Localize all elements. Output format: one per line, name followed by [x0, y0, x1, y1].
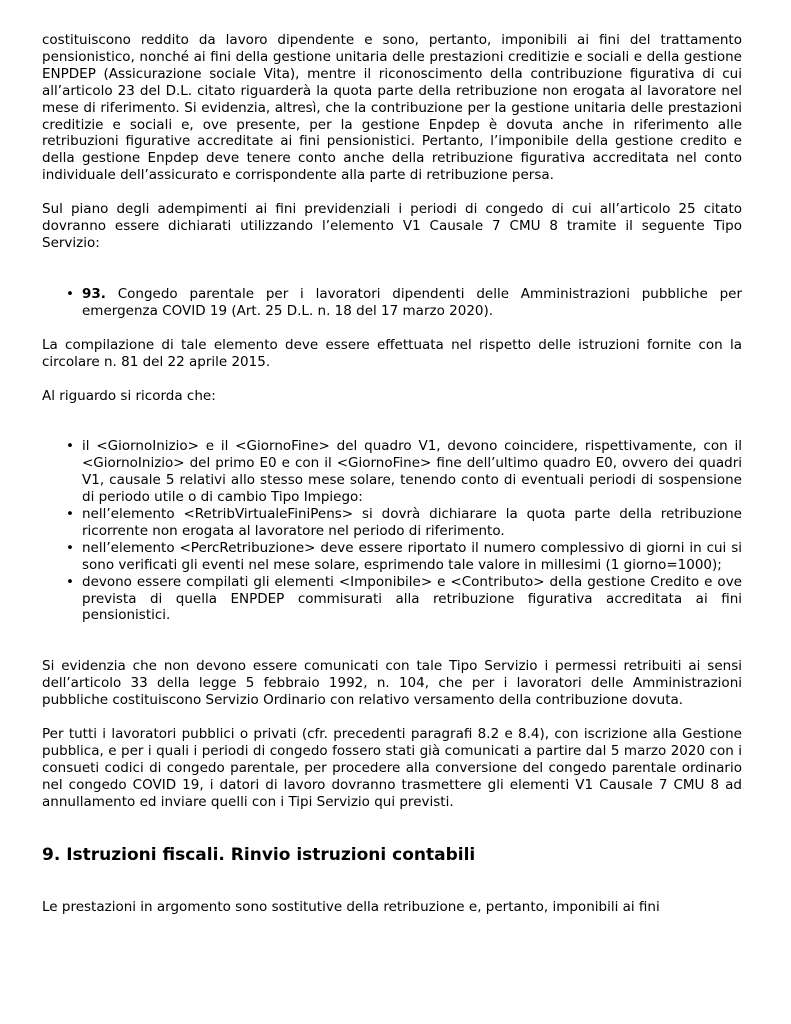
rule-text: il <GiornoInizio> e il <GiornoFine> del quadro V1, devono coincidere, rispettivamente, con il <GiornoInizio> del primo E0 e con il <GiornoFine> fine dell’ultimo quadro E0, ovvero dei quadri V1, causale 5 relativi allo stesso mese solare, tenendo conto di eventuali periodi di sospensione di periodo utile o di cambio Tipo Impiego:	[82, 438, 742, 506]
list-item-rule	[42, 574, 742, 625]
bullet-icon: •	[66, 438, 74, 455]
list-item-rule	[42, 438, 742, 506]
bullet-icon: •	[66, 506, 74, 523]
tipo-servizio-code: 93.	[82, 285, 106, 302]
rules-list	[42, 438, 742, 624]
spacer	[42, 404, 742, 438]
rule-text: nell’elemento <RetribVirtualeFiniPens> si dovrà dichiarare la quota parte della retribuzione ricorrente non erogata al lavoratore nel periodo di riferimento.	[82, 506, 742, 539]
spacer	[42, 184, 742, 201]
tipo-servizio-list	[42, 286, 742, 320]
paragraph-compilazione: La compilazione di tale elemento deve essere effettuata nel rispetto delle istruzioni fornite con la circolare n. 81 del 22 aprile 2015.	[42, 336, 742, 370]
tipo-servizio-text: Congedo parentale per i lavoratori dipendenti delle Amministrazioni pubbliche per emergenza COVID 19 (Art. 25 D.L. n. 18 del 17 marzo 2020).	[82, 285, 742, 319]
rule-text: nell’elemento <PercRetribuzione> deve essere riportato il numero complessivo di giorni in cui si sono verificati gli eventi nel mese solare, esprimendo tale valore in millesimi (1 giorno=1000);	[82, 539, 742, 573]
paragraph-permessi: Si evidenzia che non devono essere comunicati con tale Tipo Servizio i permessi retribuiti ai sensi dell’articolo 33 della legge 5 febbraio 1992, n. 104, che per i lavoratori delle Amministrazioni pubbliche costituiscono Servizio Ordinario con relativo versamento della contribuzione dovuta.	[42, 658, 742, 709]
document-page	[42, 32, 742, 916]
paragraph-lavoratori: Per tutti i lavoratori pubblici o privati (cfr. precedenti paragrafi 8.2 e 8.4), con iscrizione alla Gestione pubblica, e per i quali i periodi di congedo fossero stati già comunicati a partire dal 5 marzo 2020 con i consueti codici di congedo parentale, per procedere alla conversione del congedo parentale ordinario nel congedo COVID 19, i datori di lavoro dovranno trasmettere gli elementi V1 Causale 7 CMU 8 ad annullamento ed inviare quelli con i Tipi Servizio qui previsti.	[42, 726, 742, 810]
spacer	[42, 811, 742, 845]
list-item-rule	[42, 506, 742, 540]
paragraph-adempimenti: Sul piano degli adempimenti ai fini previdenziali i periodi di congedo di cui all’articolo 25 citato dovranno essere dichiarati utilizzando l’elemento V1 Causale 7 CMU 8 tramite il seguente Tipo Servizio:	[42, 201, 742, 251]
list-item-rule	[42, 540, 742, 574]
spacer	[42, 252, 742, 286]
spacer	[42, 865, 742, 899]
spacer	[42, 624, 742, 658]
rule-text: devono essere compilati gli elementi <Imponibile> e <Contributo> della gestione Credito e ove prevista di quella ENPDEP commisurati alla retribuzione figurativa accreditata ai fini pensionistici.	[82, 573, 742, 624]
spacer	[42, 709, 742, 726]
paragraph-final: Le prestazioni in argomento sono sostitutive della retribuzione e, pertanto, imponibili ai fini	[42, 898, 660, 915]
paragraph-riguardo: Al riguardo si ricorda che:	[42, 387, 216, 404]
spacer	[42, 371, 742, 388]
bullet-icon: •	[66, 285, 74, 302]
section-heading: 9. Istruzioni fiscali. Rinvio istruzioni contabili	[42, 844, 476, 865]
bullet-icon: •	[66, 539, 74, 556]
bullet-icon: •	[66, 573, 74, 590]
spacer	[42, 320, 742, 337]
paragraph-intro: costituiscono reddito da lavoro dipendente e sono, pertanto, imponibili ai fini del trattamento pensionistico, nonché ai fini della gestione unitaria delle prestazioni creditizie e sociali e della gestione ENPDEP (Assicurazione sociale Vita), mentre il riconoscimento della contribuzione figurativa di cui all’articolo 23 del D.L. citato riguarderà la quota parte della retribuzione non erogata al lavoratore nel mese di riferimento. Si evidenzia, altresì, che la contribuzione per la gestione unitaria delle prestazioni creditizie e sociali e, ove presente, per la gestione Enpdep è dovuta anche in riferimento alle retribuzioni figurative accreditate ai fini pensionistici. Pertanto, l’imponibile della gestione credito e della gestione Enpdep deve tenere conto anche della retribuzione figurativa accreditata nel conto individuale dell’assicurato e corrispondente alla parte di retribuzione persa.	[42, 32, 742, 184]
list-item-tipo-servizio-93	[42, 286, 742, 320]
